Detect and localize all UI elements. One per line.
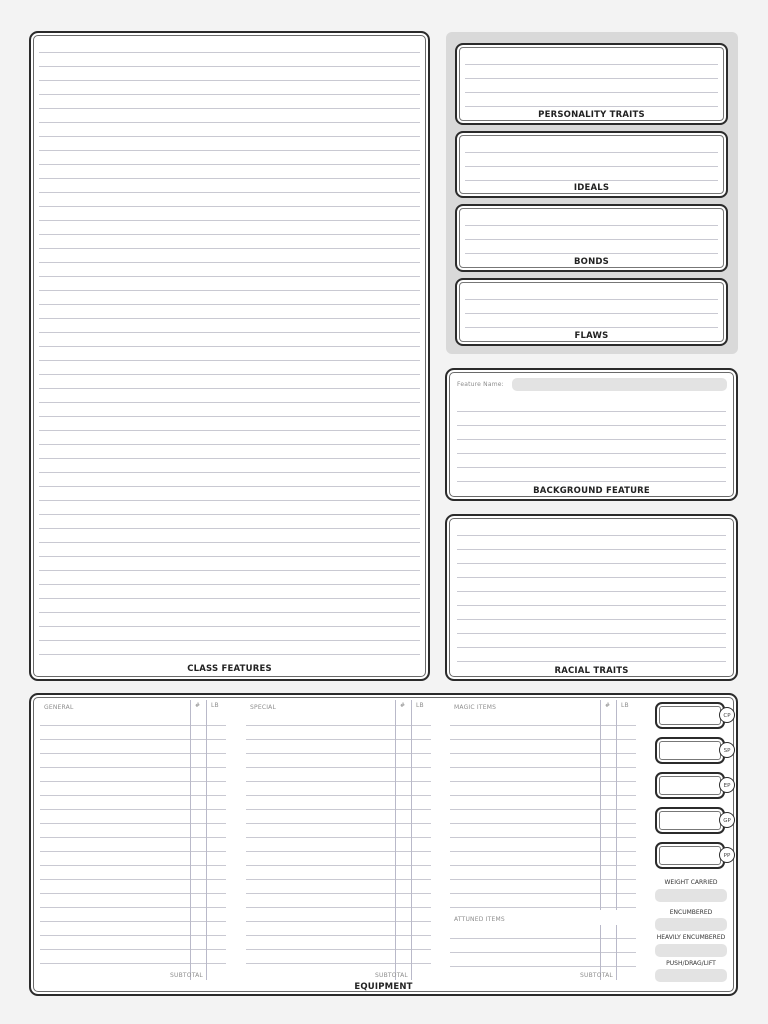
coin-gp[interactable] xyxy=(655,807,731,834)
racial-traits-title: RACIAL TRAITS xyxy=(554,666,629,676)
coin-sp[interactable] xyxy=(655,737,731,764)
bonds-lines xyxy=(465,212,718,256)
coin-pp[interactable] xyxy=(655,842,731,869)
coin-cp-tag: CP xyxy=(719,707,735,723)
flaws-lines xyxy=(465,286,718,330)
magic-count-divider xyxy=(600,700,601,910)
ideals-title: IDEALS xyxy=(573,183,610,193)
encumbered-field[interactable] xyxy=(655,918,727,931)
special-weight-header: LB xyxy=(416,702,424,709)
heavily-encumbered-field[interactable] xyxy=(655,944,727,957)
personality-traits-box[interactable] xyxy=(455,43,728,125)
weight-carried-field[interactable] xyxy=(655,889,727,902)
magic-header: MAGIC ITEMS xyxy=(454,704,497,711)
feature-name-input[interactable] xyxy=(512,378,727,391)
coin-cp[interactable] xyxy=(655,702,731,729)
class-features-title: CLASS FEATURES xyxy=(187,664,272,674)
special-count-divider xyxy=(395,700,396,980)
attuned-weight-divider xyxy=(616,925,617,980)
personality-traits-title: PERSONALITY TRAITS xyxy=(538,110,645,120)
coin-ep[interactable] xyxy=(655,772,731,799)
coin-gp-tag: GP xyxy=(719,812,735,828)
weight-carried-label: WEIGHT CARRIED xyxy=(664,879,718,886)
attuned-items-label: ATTUNED ITEMS xyxy=(454,916,505,923)
general-count-header: # xyxy=(195,702,201,709)
push-drag-lift-label: PUSH/DRAG/LIFT xyxy=(666,960,716,967)
ideals-box[interactable] xyxy=(455,131,728,198)
special-header: SPECIAL xyxy=(250,704,277,711)
class-features-box[interactable] xyxy=(29,31,430,681)
ideals-lines xyxy=(465,139,718,183)
racial-traits-box[interactable] xyxy=(445,514,738,681)
general-subtotal-label: SUBTOTAL xyxy=(170,972,203,979)
bonds-box[interactable] xyxy=(455,204,728,272)
coin-ep-tag: EP xyxy=(719,777,735,793)
special-weight-divider xyxy=(411,700,412,980)
special-lines[interactable] xyxy=(246,712,431,968)
bonds-title: BONDS xyxy=(574,257,609,267)
general-lines[interactable] xyxy=(40,712,226,968)
background-feature-lines xyxy=(457,398,726,482)
encumbered-label: ENCUMBERED xyxy=(669,909,713,916)
magic-subtotal-label: SUBTOTAL xyxy=(580,972,613,979)
flaws-title: FLAWS xyxy=(574,331,609,341)
special-subtotal-label: SUBTOTAL xyxy=(375,972,408,979)
attuned-items-lines[interactable] xyxy=(450,925,636,968)
heavily-encumbered-label: HEAVILY ENCUMBERED xyxy=(656,934,726,941)
general-header: GENERAL xyxy=(44,704,74,711)
magic-count-header: # xyxy=(605,702,611,709)
magic-weight-header: LB xyxy=(621,702,629,709)
special-count-header: # xyxy=(400,702,406,709)
general-weight-header: LB xyxy=(211,702,219,709)
flaws-box[interactable] xyxy=(455,278,728,346)
racial-traits-lines xyxy=(457,522,726,662)
push-drag-lift-field[interactable] xyxy=(655,969,727,982)
general-weight-divider xyxy=(206,700,207,980)
general-count-divider xyxy=(190,700,191,980)
feature-name-label: Feature Name: xyxy=(457,381,504,388)
coin-sp-tag: SP xyxy=(719,742,735,758)
class-features-lines xyxy=(39,39,420,659)
equipment-title: EQUIPMENT xyxy=(354,982,413,992)
personality-traits-lines xyxy=(465,51,718,109)
background-feature-title: BACKGROUND FEATURE xyxy=(533,486,650,496)
magic-weight-divider xyxy=(616,700,617,910)
coin-pp-tag: PP xyxy=(719,847,735,863)
magic-items-lines[interactable] xyxy=(450,712,636,908)
